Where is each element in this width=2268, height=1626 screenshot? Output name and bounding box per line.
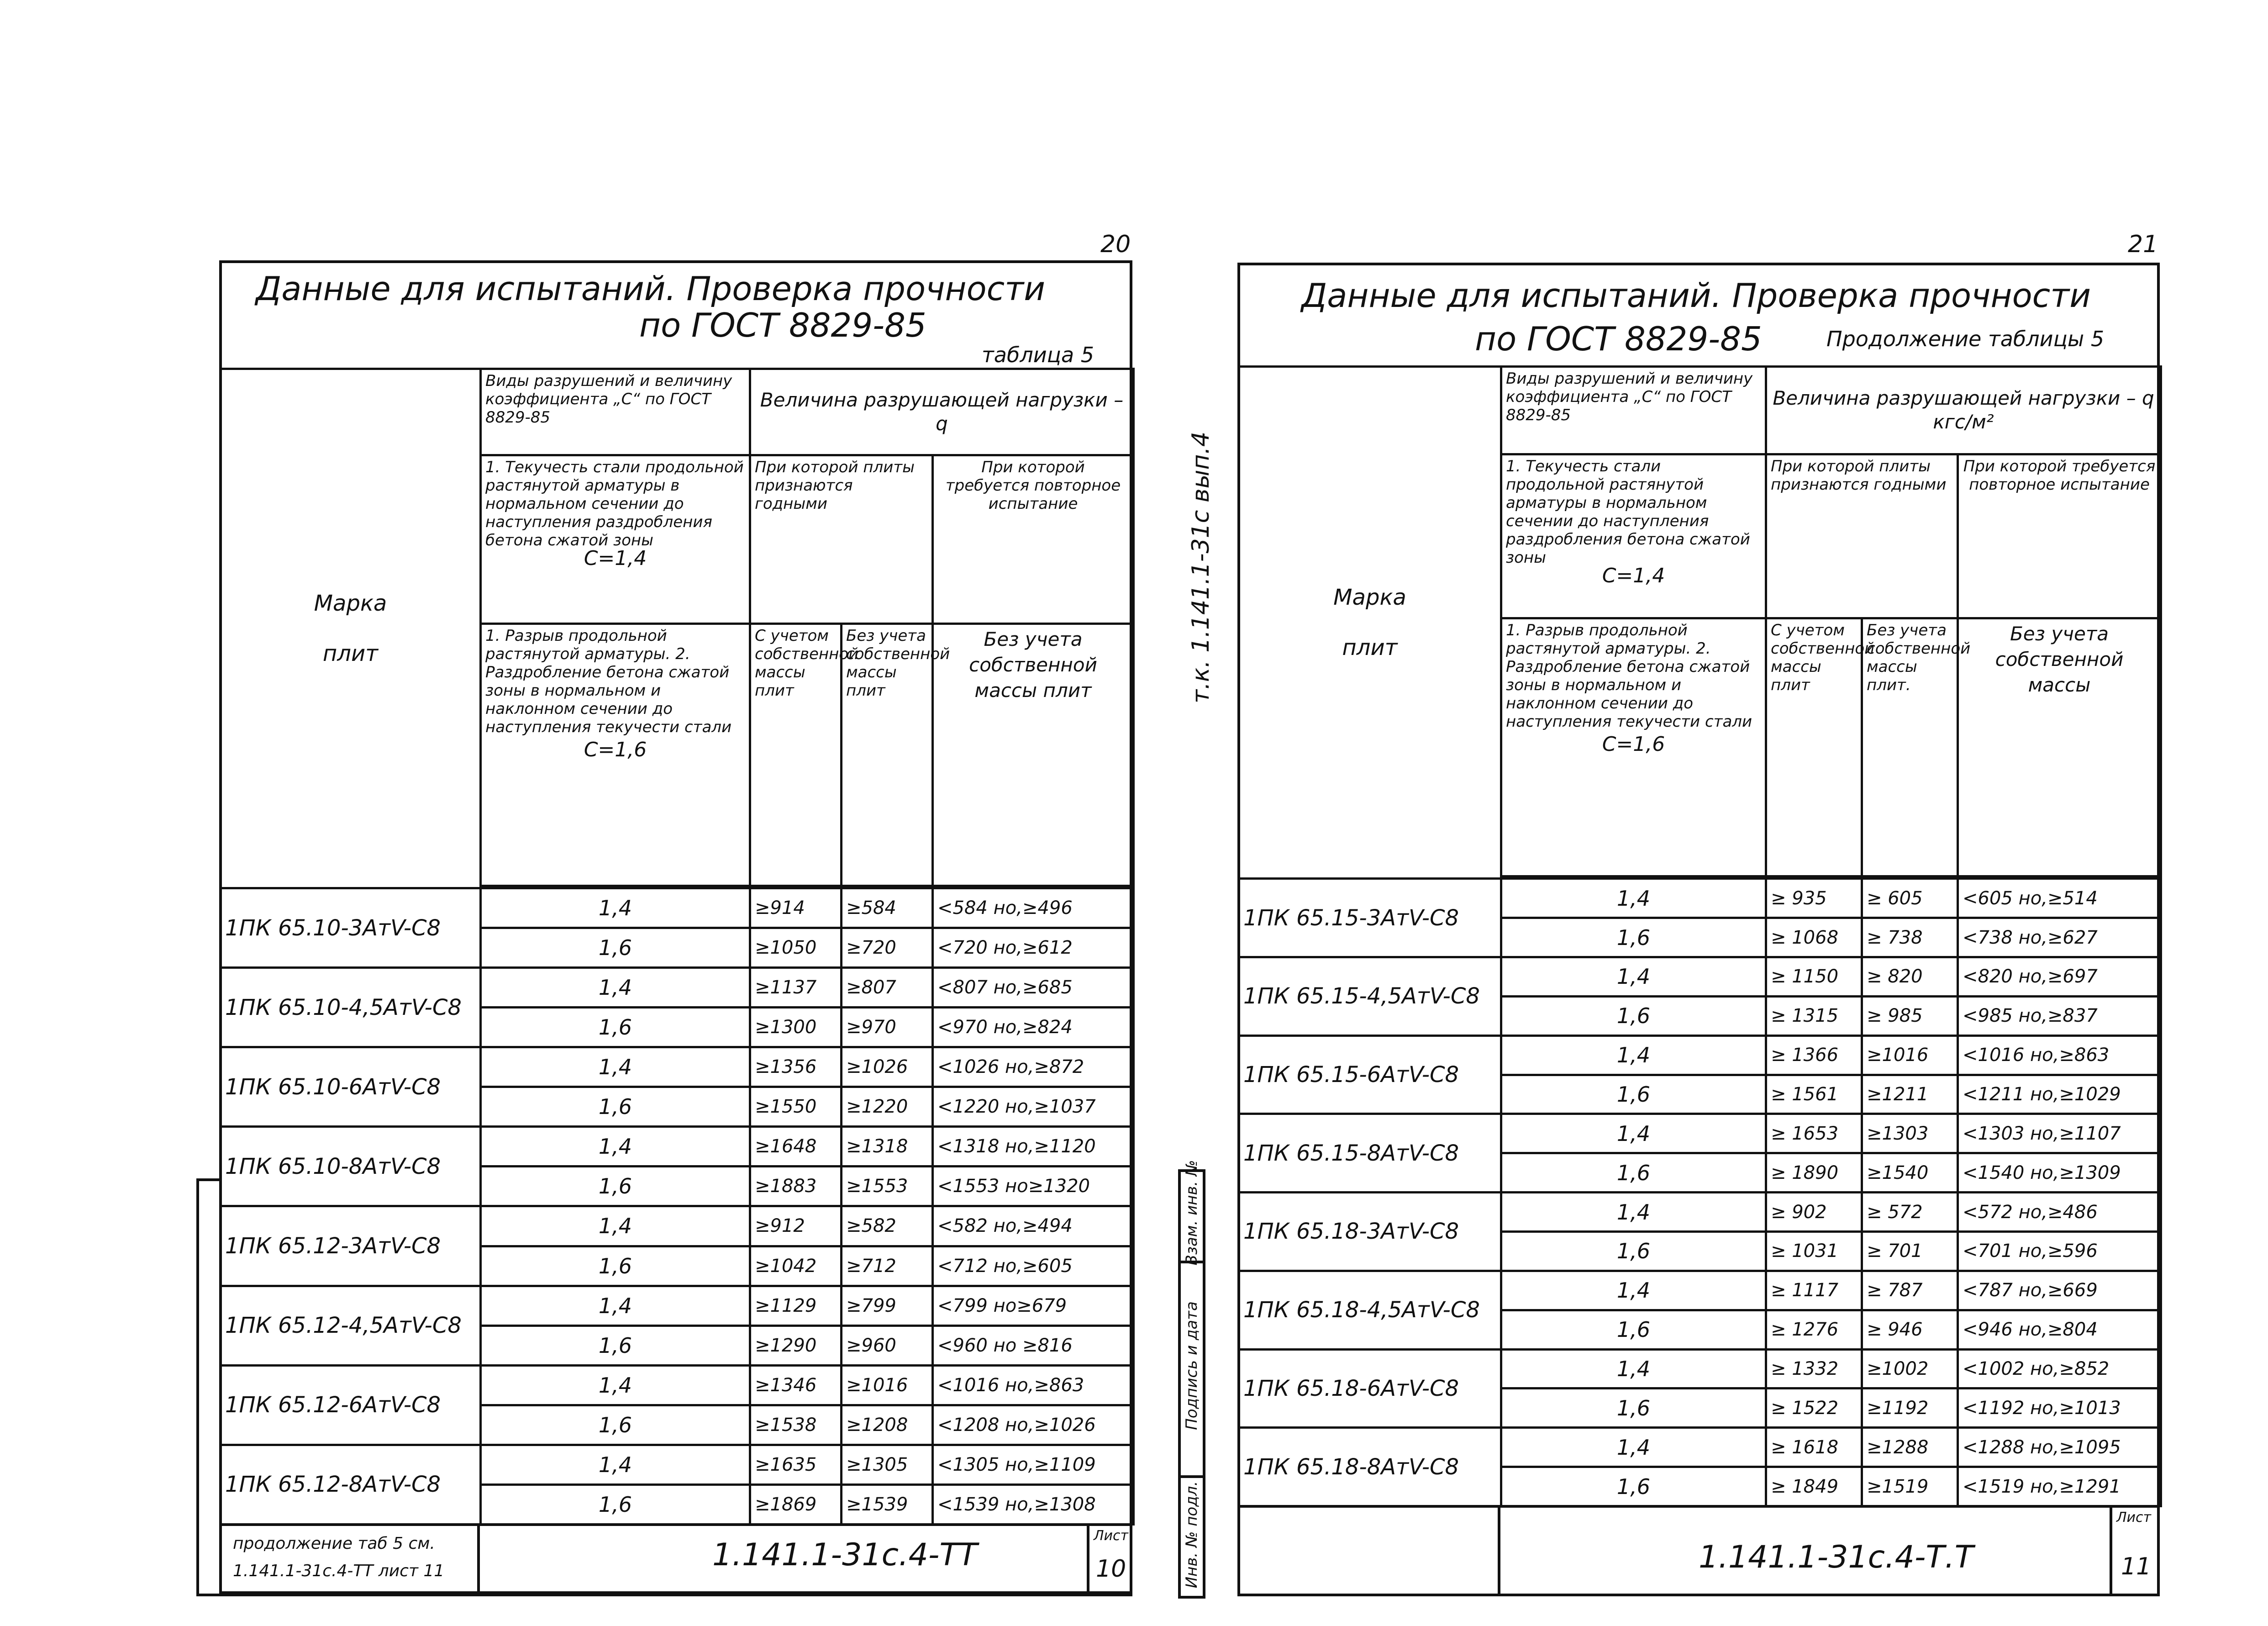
col-kinds-header: Виды разрушений и величину коэффициента „С“ по ГОСТ 8829-85 xyxy=(481,369,750,455)
with-mass-cell: ≥ 1150 xyxy=(1766,957,1862,996)
slab-grade-cell: 1ПК 65.18-6АтV-С8 xyxy=(1239,1349,1501,1428)
retest-range-cell: <738 но,≥627 xyxy=(1958,918,2161,957)
col-fit-header: При которой плиты признаются годными xyxy=(1766,454,1958,618)
left-title-line2: по ГОСТ 8829-85 xyxy=(639,306,926,344)
retest-range-cell: <584 но,≥496 xyxy=(933,888,1134,928)
left-footer-divider xyxy=(477,1523,480,1596)
without-mass-cell: ≥ 701 xyxy=(1862,1231,1958,1271)
retest-range-cell: <720 но,≥612 xyxy=(933,928,1134,968)
kind2-cell: 1. Разрыв продольной растянутой арматуры. 2. Раздробление бетона сжатой зоны в нормальном и наклонном сечении до наступления текучести стали C=1,6 xyxy=(1501,618,1766,876)
with-mass-cell: ≥1300 xyxy=(750,1008,842,1047)
coef-cell: 1,4 xyxy=(481,1127,750,1167)
slab-grade-cell: 1ПК 65.15-6АтV-С8 xyxy=(1239,1035,1501,1114)
without-mass-cell: ≥1318 xyxy=(842,1127,933,1167)
right-sheet-number: 11 xyxy=(2121,1553,2152,1580)
slab-grade-cell: 1ПК 65.12-3АтV-С8 xyxy=(221,1206,481,1286)
retest-range-cell: <1305 но,≥1109 xyxy=(933,1445,1134,1484)
col-fit-header: При которой плиты признаются годными xyxy=(750,455,933,624)
without-mass-cell: ≥960 xyxy=(842,1325,933,1365)
without-mass-cell: ≥1211 xyxy=(1862,1075,1958,1114)
coef-cell: 1,6 xyxy=(481,1008,750,1047)
col-retest-header: При которой требуется повторное испытание xyxy=(1958,454,2161,618)
with-mass-cell: ≥ 1315 xyxy=(1766,996,1862,1035)
without-mass-cell: ≥1288 xyxy=(1862,1428,1958,1467)
coef-cell: 1,6 xyxy=(481,928,750,968)
retest-range-cell: <799 но≥679 xyxy=(933,1286,1134,1325)
slab-grade-cell: 1ПК 65.10-8АтV-С8 xyxy=(221,1127,481,1206)
right-footer-divider xyxy=(1498,1505,1500,1596)
without-mass-cell: ≥ 605 xyxy=(1862,879,1958,918)
with-mass-cell: ≥1538 xyxy=(750,1405,842,1445)
coef-cell: 1,6 xyxy=(481,1167,750,1206)
slab-grade-cell: 1ПК 65.18-8АтV-С8 xyxy=(1239,1428,1501,1506)
left-test-table xyxy=(219,368,1135,1526)
retest-range-cell: <970 но,≥824 xyxy=(933,1008,1134,1047)
kind1-cell: 1. Текучесть стали продольной растянутой арматуры в нормальном сечении до наступления раздробления бетона сжатой зоны C=1,4 xyxy=(1501,454,1766,618)
table-row xyxy=(221,1365,1134,1405)
coef-cell: 1,6 xyxy=(481,1246,750,1286)
with-mass-cell: ≥ 1031 xyxy=(1766,1231,1862,1271)
without-mass-cell: ≥1016 xyxy=(1862,1035,1958,1075)
slab-grade-cell: 1ПК 65.18-4,5АтV-С8 xyxy=(1239,1271,1501,1349)
table-row xyxy=(221,1206,1134,1246)
right-title-line2: по ГОСТ 8829-85 xyxy=(1475,320,1762,358)
without-mass-cell: ≥ 946 xyxy=(1862,1310,1958,1349)
with-mass-cell: ≥1869 xyxy=(750,1484,842,1524)
slab-grade-cell: 1ПК 65.12-8АтV-С8 xyxy=(221,1445,481,1524)
coef-cell: 1,6 xyxy=(1501,1310,1766,1349)
with-mass-cell: ≥ 1366 xyxy=(1766,1035,1862,1075)
retest-range-cell: <946 но,≥804 xyxy=(1958,1310,2161,1349)
without-mass-cell: ≥1539 xyxy=(842,1484,933,1524)
col-retest-header: При которой требуется повторное испытание xyxy=(933,455,1134,624)
retest-range-cell: <820 но,≥697 xyxy=(1958,957,2161,996)
stamp-sign-date: Подпись и дата xyxy=(1183,1301,1201,1430)
retest-range-cell: <1016 но,≥863 xyxy=(1958,1035,2161,1075)
retest-range-cell: <605 но,≥514 xyxy=(1958,879,2161,918)
coef-cell: 1,4 xyxy=(481,968,750,1008)
spine-code: т.к. 1.141.1-31с вып.4 xyxy=(1187,431,1215,703)
col-without-mass-header: Без учета собственной массы плит. xyxy=(1862,618,1958,876)
retest-range-cell: <1026 но,≥872 xyxy=(933,1047,1134,1087)
with-mass-cell: ≥ 1849 xyxy=(1766,1467,1862,1506)
coef-cell: 1,6 xyxy=(1501,1153,1766,1193)
table-row xyxy=(1239,1193,2161,1232)
right-page-number: 21 xyxy=(2128,231,2158,258)
coef-cell: 1,4 xyxy=(481,1047,750,1087)
left-footer-note: продолжение таб 5 см. 1.141.1-31с.4-ТТ лист 11 xyxy=(233,1534,445,1580)
left-cipher: 1.141.1-31с.4-ТТ xyxy=(712,1537,978,1573)
with-mass-cell: ≥1635 xyxy=(750,1445,842,1484)
without-mass-cell: ≥ 820 xyxy=(1862,957,1958,996)
retest-range-cell: <582 но,≥494 xyxy=(933,1206,1134,1246)
coef-cell: 1,6 xyxy=(481,1087,750,1127)
kind1-cell: 1. Текучесть стали продольной растянутой арматуры в нормальном сечении до наступления раздробления бетона сжатой зоны C=1,4 xyxy=(481,455,750,624)
with-mass-cell: ≥914 xyxy=(750,888,842,928)
without-mass-cell: ≥ 572 xyxy=(1862,1193,1958,1232)
without-mass-cell: ≥584 xyxy=(842,888,933,928)
coef-cell: 1,4 xyxy=(1501,1271,1766,1310)
retest-range-cell: <701 но,≥596 xyxy=(1958,1231,2161,1271)
retest-range-cell: <572 но,≥486 xyxy=(1958,1193,2161,1232)
slab-grade-cell: 1ПК 65.10-3АтV-С8 xyxy=(221,888,481,967)
left-page-number: 20 xyxy=(1100,231,1131,258)
table-row xyxy=(221,1445,1134,1484)
with-mass-cell: ≥1883 xyxy=(750,1167,842,1206)
without-mass-cell: ≥1220 xyxy=(842,1087,933,1127)
retest-range-cell: <1002 но,≥852 xyxy=(1958,1349,2161,1388)
retest-range-cell: <1553 но≥1320 xyxy=(933,1167,1134,1206)
left-table-label: таблица 5 xyxy=(982,343,1095,367)
col-mark-header: Марка плит xyxy=(221,369,481,888)
retest-range-cell: <807 но,≥685 xyxy=(933,968,1134,1008)
right-test-table xyxy=(1237,365,2162,1507)
right-cipher: 1.141.1-31с.4-Т.Т xyxy=(1699,1539,1974,1575)
coef-cell: 1,4 xyxy=(1501,1428,1766,1467)
table-row xyxy=(1239,1428,2161,1467)
without-mass-cell: ≥ 985 xyxy=(1862,996,1958,1035)
coef-cell: 1,6 xyxy=(1501,1231,1766,1271)
with-mass-cell: ≥ 1276 xyxy=(1766,1310,1862,1349)
coef-cell: 1,4 xyxy=(1501,1035,1766,1075)
col-with-mass-header: С учетом собственной массы плит xyxy=(1766,618,1862,876)
table-row xyxy=(221,1047,1134,1087)
right-table-label: Продолжение таблицы 5 xyxy=(1826,327,2105,351)
coef-cell: 1,4 xyxy=(481,1365,750,1405)
coef-cell: 1,6 xyxy=(1501,1467,1766,1506)
with-mass-cell: ≥ 1618 xyxy=(1766,1428,1862,1467)
without-mass-cell: ≥582 xyxy=(842,1206,933,1246)
coef-cell: 1,6 xyxy=(481,1484,750,1524)
with-mass-cell: ≥1042 xyxy=(750,1246,842,1286)
with-mass-cell: ≥1290 xyxy=(750,1325,842,1365)
with-mass-cell: ≥1050 xyxy=(750,928,842,968)
left-title: Данные для испытаний. Проверка прочности xyxy=(256,269,1045,308)
without-mass-cell: ≥1002 xyxy=(1862,1349,1958,1388)
retest-range-cell: <985 но,≥837 xyxy=(1958,996,2161,1035)
without-mass-cell: ≥1016 xyxy=(842,1365,933,1405)
coef-cell: 1,4 xyxy=(481,1445,750,1484)
table-row xyxy=(1239,957,2161,996)
without-mass-cell: ≥1208 xyxy=(842,1405,933,1445)
table-row xyxy=(1239,1271,2161,1310)
table-row xyxy=(221,968,1134,1008)
coef-cell: 1,4 xyxy=(481,888,750,928)
col-without-mass-header: Без учета собственной массы плит xyxy=(842,624,933,886)
with-mass-cell: ≥ 1890 xyxy=(1766,1153,1862,1193)
table-row xyxy=(1239,879,2161,918)
retest-range-cell: <1288 но,≥1095 xyxy=(1958,1428,2161,1467)
stamp-inv-orig: Инв. № подл. xyxy=(1183,1481,1201,1589)
retest-range-cell: <1211 но,≥1029 xyxy=(1958,1075,2161,1114)
without-mass-cell: ≥1305 xyxy=(842,1445,933,1484)
with-mass-cell: ≥1648 xyxy=(750,1127,842,1167)
table-row xyxy=(221,888,1134,928)
with-mass-cell: ≥1550 xyxy=(750,1087,842,1127)
coef-cell: 1,6 xyxy=(1501,918,1766,957)
with-mass-cell: ≥1129 xyxy=(750,1286,842,1325)
left-sheet-label: Лист xyxy=(1094,1528,1129,1544)
slab-grade-cell: 1ПК 65.10-6АтV-С8 xyxy=(221,1047,481,1127)
col-retest-without-header: Без учета собственной массы плит xyxy=(933,624,1134,886)
right-sheet-label: Лист xyxy=(2116,1510,2152,1526)
retest-range-cell: <787 но,≥669 xyxy=(1958,1271,2161,1310)
slab-grade-cell: 1ПК 65.15-4,5АтV-С8 xyxy=(1239,957,1501,1035)
coef-cell: 1,6 xyxy=(481,1325,750,1365)
retest-range-cell: <1016 но,≥863 xyxy=(933,1365,1134,1405)
with-mass-cell: ≥912 xyxy=(750,1206,842,1246)
slab-grade-cell: 1ПК 65.18-3АтV-С8 xyxy=(1239,1193,1501,1271)
retest-range-cell: <712 но,≥605 xyxy=(933,1246,1134,1286)
coef-cell: 1,4 xyxy=(1501,879,1766,918)
table-row xyxy=(221,1286,1134,1325)
with-mass-cell: ≥ 1068 xyxy=(1766,918,1862,957)
left-sheet-number: 10 xyxy=(1096,1555,1126,1583)
without-mass-cell: ≥720 xyxy=(842,928,933,968)
coef-cell: 1,6 xyxy=(1501,1388,1766,1428)
without-mass-cell: ≥1553 xyxy=(842,1167,933,1206)
without-mass-cell: ≥ 738 xyxy=(1862,918,1958,957)
with-mass-cell: ≥ 1522 xyxy=(1766,1388,1862,1428)
slab-grade-cell: 1ПК 65.10-4,5АтV-С8 xyxy=(221,968,481,1047)
without-mass-cell: ≥799 xyxy=(842,1286,933,1325)
table-row xyxy=(221,1127,1134,1167)
retest-range-cell: <1540 но,≥1309 xyxy=(1958,1153,2161,1193)
without-mass-cell: ≥1026 xyxy=(842,1047,933,1087)
table-row xyxy=(1239,1349,2161,1388)
coef-cell: 1,6 xyxy=(1501,1075,1766,1114)
without-mass-cell: ≥807 xyxy=(842,968,933,1008)
col-kinds-header: Виды разрушений и величину коэффициента „С“ по ГОСТ 8829-85 xyxy=(1501,367,1766,454)
coef-cell: 1,4 xyxy=(1501,1193,1766,1232)
without-mass-cell: ≥1303 xyxy=(1862,1114,1958,1153)
coef-cell: 1,6 xyxy=(1501,996,1766,1035)
col-with-mass-header: С учетом собственной массы плит xyxy=(750,624,842,886)
kind2-cell: 1. Разрыв продольной растянутой арматуры. 2. Раздробление бетона сжатой зоны в нормальном и наклонном сечении до наступления текучести стали C=1,6 xyxy=(481,624,750,886)
retest-range-cell: <960 но ≥816 xyxy=(933,1325,1134,1365)
coef-cell: 1,4 xyxy=(1501,1349,1766,1388)
without-mass-cell: ≥1192 xyxy=(1862,1388,1958,1428)
retest-range-cell: <1208 но,≥1026 xyxy=(933,1405,1134,1445)
slab-grade-cell: 1ПК 65.12-6АтV-С8 xyxy=(221,1365,481,1445)
retest-range-cell: <1192 но,≥1013 xyxy=(1958,1388,2161,1428)
with-mass-cell: ≥ 1117 xyxy=(1766,1271,1862,1310)
without-mass-cell: ≥712 xyxy=(842,1246,933,1286)
with-mass-cell: ≥1346 xyxy=(750,1365,842,1405)
col-retest-without-header: Без учета собственной массы xyxy=(1958,618,2161,876)
col-load-header: Величина разрушающей нагрузки – q xyxy=(750,369,1134,455)
col-mark-header: Марка плит xyxy=(1239,367,1501,879)
with-mass-cell: ≥1137 xyxy=(750,968,842,1008)
retest-range-cell: <1303 но,≥1107 xyxy=(1958,1114,2161,1153)
table-row xyxy=(1239,1035,2161,1075)
slab-grade-cell: 1ПК 65.15-8АтV-С8 xyxy=(1239,1114,1501,1193)
col-load-header: Величина разрушающей нагрузки – q кгс/м² xyxy=(1766,367,2161,454)
retest-range-cell: <1220 но,≥1037 xyxy=(933,1087,1134,1127)
with-mass-cell: ≥ 1653 xyxy=(1766,1114,1862,1153)
retest-range-cell: <1539 но,≥1308 xyxy=(933,1484,1134,1524)
with-mass-cell: ≥ 1561 xyxy=(1766,1075,1862,1114)
with-mass-cell: ≥ 1332 xyxy=(1766,1349,1862,1388)
coef-cell: 1,6 xyxy=(481,1405,750,1445)
with-mass-cell: ≥ 935 xyxy=(1766,879,1862,918)
retest-range-cell: <1318 но,≥1120 xyxy=(933,1127,1134,1167)
slab-grade-cell: 1ПК 65.12-4,5АтV-С8 xyxy=(221,1286,481,1365)
without-mass-cell: ≥1540 xyxy=(1862,1153,1958,1193)
left-stamp-strip xyxy=(196,1178,222,1596)
coef-cell: 1,4 xyxy=(481,1286,750,1325)
with-mass-cell: ≥1356 xyxy=(750,1047,842,1087)
table-row xyxy=(1239,1114,2161,1153)
retest-range-cell: <1519 но,≥1291 xyxy=(1958,1467,2161,1506)
without-mass-cell: ≥970 xyxy=(842,1008,933,1047)
coef-cell: 1,4 xyxy=(1501,957,1766,996)
coef-cell: 1,4 xyxy=(1501,1114,1766,1153)
stamp-inv-replace: Взам. инв. № xyxy=(1183,1160,1201,1266)
slab-grade-cell: 1ПК 65.15-3АтV-С8 xyxy=(1239,879,1501,957)
with-mass-cell: ≥ 902 xyxy=(1766,1193,1862,1232)
without-mass-cell: ≥1519 xyxy=(1862,1467,1958,1506)
without-mass-cell: ≥ 787 xyxy=(1862,1271,1958,1310)
coef-cell: 1,4 xyxy=(481,1206,750,1246)
right-title: Данные для испытаний. Проверка прочности xyxy=(1301,276,2091,315)
